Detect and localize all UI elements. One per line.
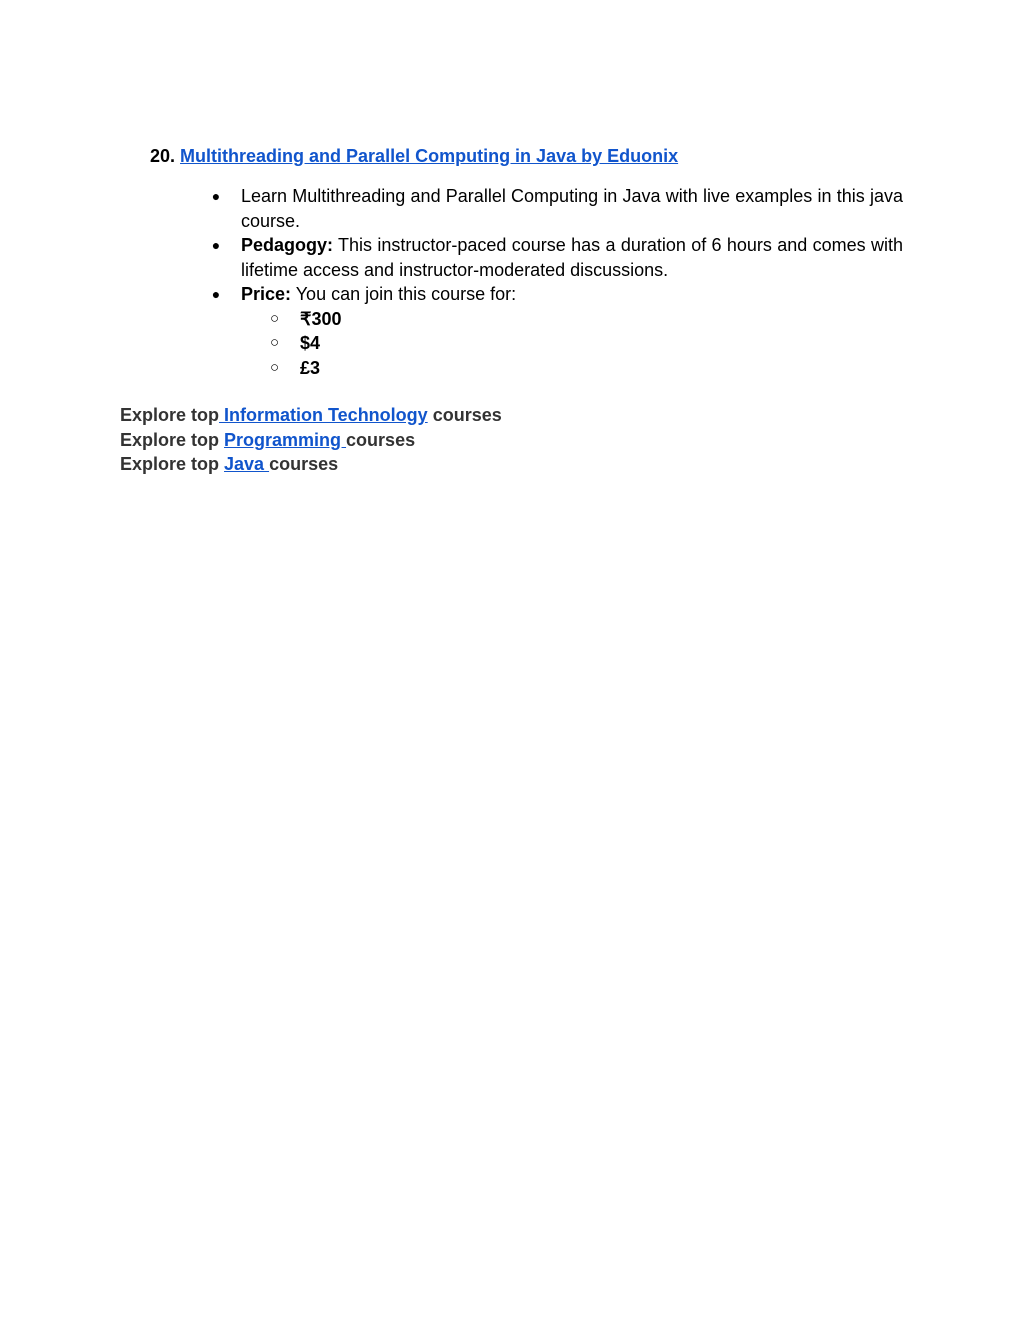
price-usd xyxy=(270,331,903,356)
course-details-list xyxy=(211,184,903,380)
price-value: £3 xyxy=(300,357,321,378)
list-item-description xyxy=(211,184,903,233)
price-inr xyxy=(270,307,903,332)
information-technology-link[interactable]: Information Technology xyxy=(219,405,428,425)
explore-suffix: courses xyxy=(269,454,339,474)
programming-link[interactable]: Programming xyxy=(224,429,347,450)
explore-prefix: Explore top xyxy=(120,429,225,450)
explore-line-it xyxy=(120,403,502,428)
bullet-icon: ● xyxy=(211,286,221,302)
circle-bullet-icon: ○ xyxy=(270,334,280,351)
course-heading xyxy=(150,144,678,168)
explore-section xyxy=(120,403,502,477)
pedagogy-label: Pedagogy: xyxy=(241,235,334,255)
price-gbp xyxy=(270,356,903,381)
price-list xyxy=(241,307,903,381)
explore-prefix: Explore top xyxy=(120,454,225,474)
explore-prefix: Explore top xyxy=(120,405,220,425)
price-value: ₹300 xyxy=(300,308,342,329)
course-number: 20. xyxy=(150,146,176,166)
list-item-price xyxy=(211,282,903,380)
circle-bullet-icon: ○ xyxy=(270,358,280,376)
description-text: Learn Multithreading and Parallel Computing in Java with live examples in this java course. xyxy=(241,186,903,231)
price-label: Price: xyxy=(241,284,292,304)
java-link[interactable]: Java xyxy=(224,454,270,474)
explore-line-java xyxy=(120,452,502,477)
price-value: $4 xyxy=(300,333,321,353)
list-item-pedagogy xyxy=(211,233,903,282)
pedagogy-text: This instructor-paced course has a duration of 6 hours and comes with lifetime access and instructor-moderated discussions. xyxy=(241,235,903,280)
circle-bullet-icon: ○ xyxy=(270,309,280,327)
bullet-icon: ● xyxy=(211,188,221,204)
bullet-icon: ● xyxy=(211,237,221,253)
explore-suffix: courses xyxy=(346,429,416,450)
explore-suffix: courses xyxy=(427,405,502,425)
course-title-link[interactable]: Multithreading and Parallel Computing in Java by Eduonix xyxy=(180,146,679,166)
explore-line-programming xyxy=(120,428,502,453)
price-text: You can join this course for: xyxy=(291,284,517,304)
